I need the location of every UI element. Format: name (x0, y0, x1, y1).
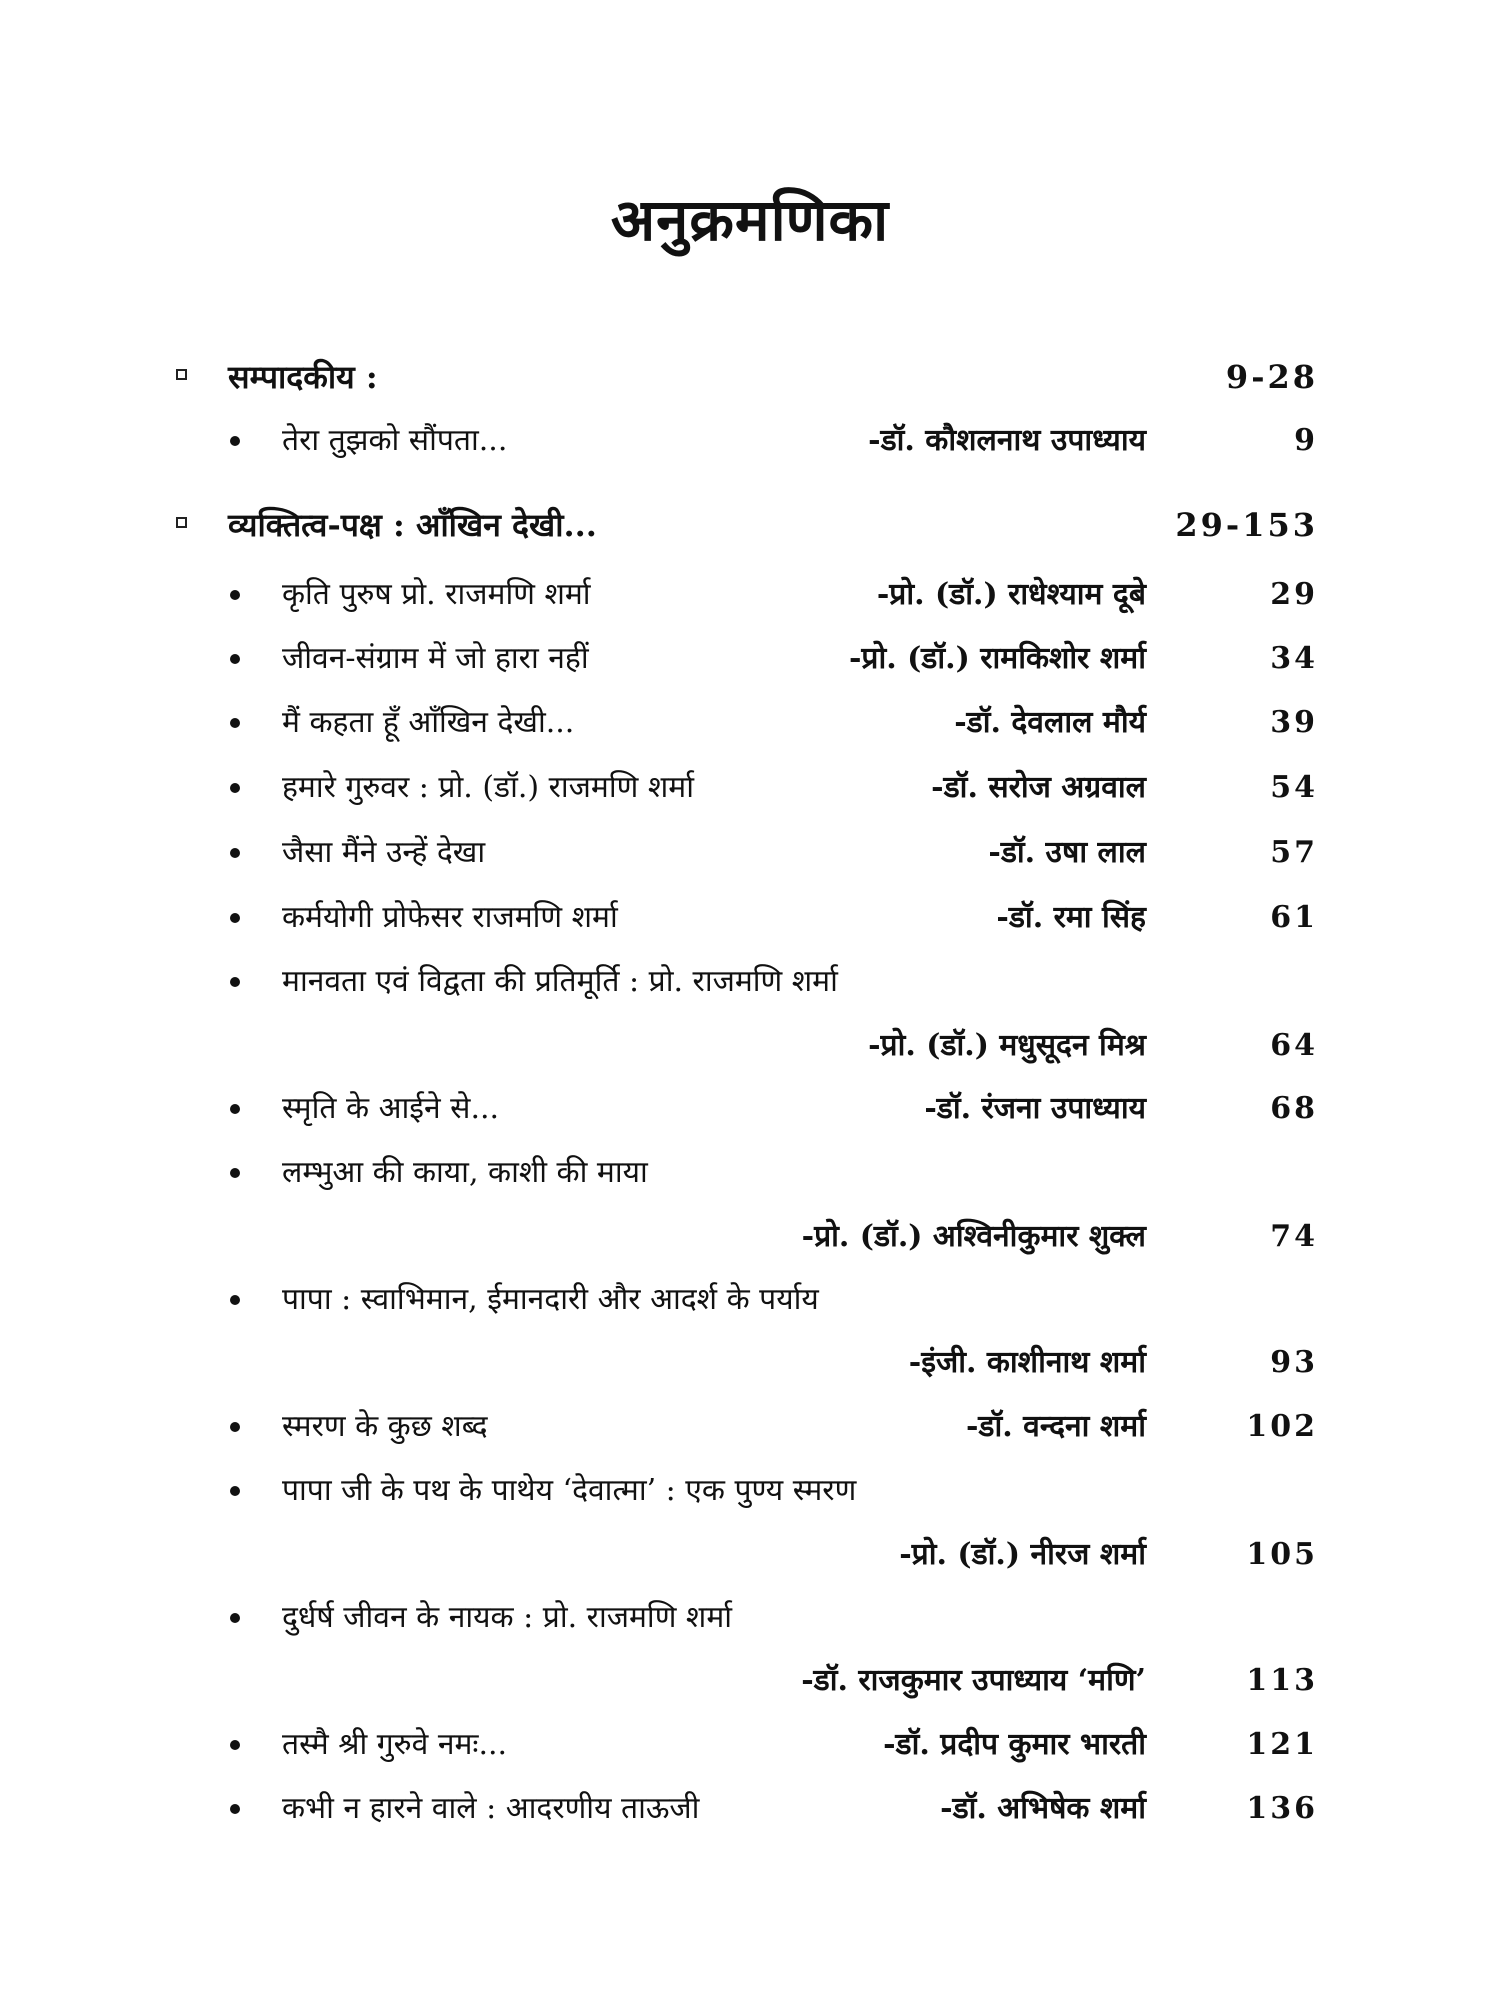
section-heading (176, 500, 1318, 550)
entry-page: 102 (1246, 1409, 1318, 1444)
toc-entry (230, 1275, 1318, 1325)
entry-page: 9 (1294, 423, 1318, 458)
bullet-icon (230, 783, 240, 793)
bullet-icon (230, 654, 240, 664)
toc-entry-author-line (230, 1530, 1318, 1580)
bullet-icon (230, 718, 240, 728)
entry-page: 61 (1270, 900, 1318, 935)
toc-entry (230, 763, 1318, 813)
entry-title: स्मरण के कुछ शब्द (282, 1409, 488, 1444)
entry-title: कृति पुरुष प्रो. राजमणि शर्मा (282, 577, 591, 612)
entry-author: -डॉ. रमा सिंह (996, 900, 1146, 935)
toc-entry (230, 828, 1318, 878)
entry-author: -प्रो. (डॉ.) राधेश्याम दूबे (876, 577, 1146, 612)
entry-author: -प्रो. (डॉ.) मधुसूदन मिश्र (868, 1028, 1146, 1063)
entry-author: -प्रो. (डॉ.) अश्विनीकुमार शुक्ल (801, 1219, 1146, 1254)
entry-author: -डॉ. राजकुमार उपाध्याय ‘मणि’ (801, 1663, 1146, 1698)
bullet-icon (230, 1613, 240, 1623)
entry-page: 57 (1270, 835, 1318, 870)
toc-entry-author-line (230, 1338, 1318, 1388)
checkbox-square-icon (176, 517, 187, 528)
entry-author: -प्रो. (डॉ.) नीरज शर्मा (899, 1537, 1146, 1572)
section-title: व्यक्तित्व-पक्ष : आँखिन देखी... (228, 506, 597, 544)
toc-entry (230, 1402, 1318, 1452)
toc-entry (230, 957, 1318, 1007)
entry-title: जीवन-संग्राम में जो हारा नहीं (282, 641, 589, 676)
bullet-icon (230, 1486, 240, 1496)
bullet-icon (230, 848, 240, 858)
bullet-icon (230, 1804, 240, 1814)
toc-entry-author-line (230, 1021, 1318, 1071)
entry-title: तस्मै श्री गुरुवे नमः... (282, 1727, 508, 1762)
entry-page: 39 (1270, 705, 1318, 740)
bullet-icon (230, 1422, 240, 1432)
entry-author: -प्रो. (डॉ.) रामकिशोर शर्मा (848, 641, 1146, 676)
bullet-icon (230, 1295, 240, 1305)
toc-entry (230, 416, 1318, 466)
entry-page: 105 (1246, 1537, 1318, 1572)
toc-entry (230, 1720, 1318, 1770)
entry-page: 34 (1270, 641, 1318, 676)
page-title: अनुक्रमणिका (610, 186, 890, 254)
toc-entry (230, 1784, 1318, 1834)
entry-title: कभी न हारने वाले : आदरणीय ताऊजी (282, 1791, 700, 1826)
entry-title: तेरा तुझको सौंपता... (282, 423, 508, 458)
section-heading (176, 352, 1318, 402)
entry-author: -डॉ. कौशलनाथ उपाध्याय (868, 423, 1146, 458)
entry-author: -इंजी. काशीनाथ शर्मा (908, 1345, 1146, 1380)
section-title: सम्पादकीय : (228, 358, 378, 396)
toc-entry (230, 1593, 1318, 1643)
entry-title: पापा : स्वाभिमान, ईमानदारी और आदर्श के पर्याय (282, 1282, 819, 1317)
bullet-icon (230, 1104, 240, 1114)
entry-author: -डॉ. अभिषेक शर्मा (940, 1791, 1146, 1826)
entry-title: स्मृति के आईने से... (282, 1091, 500, 1126)
entry-author: -डॉ. उषा लाल (988, 835, 1146, 870)
entry-title: मैं कहता हूँ आँखिन देखी... (282, 705, 575, 740)
entry-page: 54 (1270, 770, 1318, 805)
entry-page: 136 (1246, 1791, 1318, 1826)
entry-author: -डॉ. वन्दना शर्मा (965, 1409, 1146, 1444)
section-pages: 9-28 (1225, 358, 1318, 396)
checkbox-square-icon (176, 369, 187, 380)
toc-entry (230, 893, 1318, 943)
entry-title: लम्भुआ की काया, काशी की माया (282, 1155, 648, 1190)
entry-page: 29 (1270, 577, 1318, 612)
entry-page: 93 (1270, 1345, 1318, 1380)
entry-title: पापा जी के पथ के पाथेय ‘देवात्मा’ : एक पुण्य स्मरण (282, 1473, 857, 1508)
bullet-icon (230, 590, 240, 600)
toc-entry-author-line (230, 1656, 1318, 1706)
bullet-icon (230, 913, 240, 923)
entry-title: जैसा मैंने उन्हें देखा (282, 835, 486, 870)
entry-page: 74 (1270, 1219, 1318, 1254)
toc-entry (230, 698, 1318, 748)
toc-entry (230, 1466, 1318, 1516)
toc-entry-author-line (230, 1212, 1318, 1262)
toc-entry (230, 634, 1318, 684)
entry-author: -डॉ. सरोज अग्रवाल (931, 770, 1146, 805)
section-pages: 29-153 (1175, 506, 1318, 544)
entry-page: 64 (1270, 1028, 1318, 1063)
entry-page: 68 (1270, 1091, 1318, 1126)
bullet-icon (230, 977, 240, 987)
entry-title: कर्मयोगी प्रोफेसर राजमणि शर्मा (282, 900, 618, 935)
entry-page: 113 (1246, 1663, 1318, 1698)
entry-author: -डॉ. देवलाल मौर्य (954, 705, 1146, 740)
bullet-icon (230, 1740, 240, 1750)
bullet-icon (230, 1168, 240, 1178)
entry-title: मानवता एवं विद्वता की प्रतिमूर्ति : प्रो. राजमणि शर्मा (282, 964, 838, 999)
entry-page: 121 (1246, 1727, 1318, 1762)
toc-entry (230, 1084, 1318, 1134)
entry-title: हमारे गुरुवर : प्रो. (डॉ.) राजमणि शर्मा (282, 770, 694, 805)
bullet-icon (230, 436, 240, 446)
entry-author: -डॉ. प्रदीप कुमार भारती (883, 1727, 1146, 1762)
toc-entry (230, 570, 1318, 620)
entry-author: -डॉ. रंजना उपाध्याय (924, 1091, 1146, 1126)
toc-entry (230, 1148, 1318, 1198)
entry-title: दुर्धर्ष जीवन के नायक : प्रो. राजमणि शर्मा (282, 1600, 733, 1635)
